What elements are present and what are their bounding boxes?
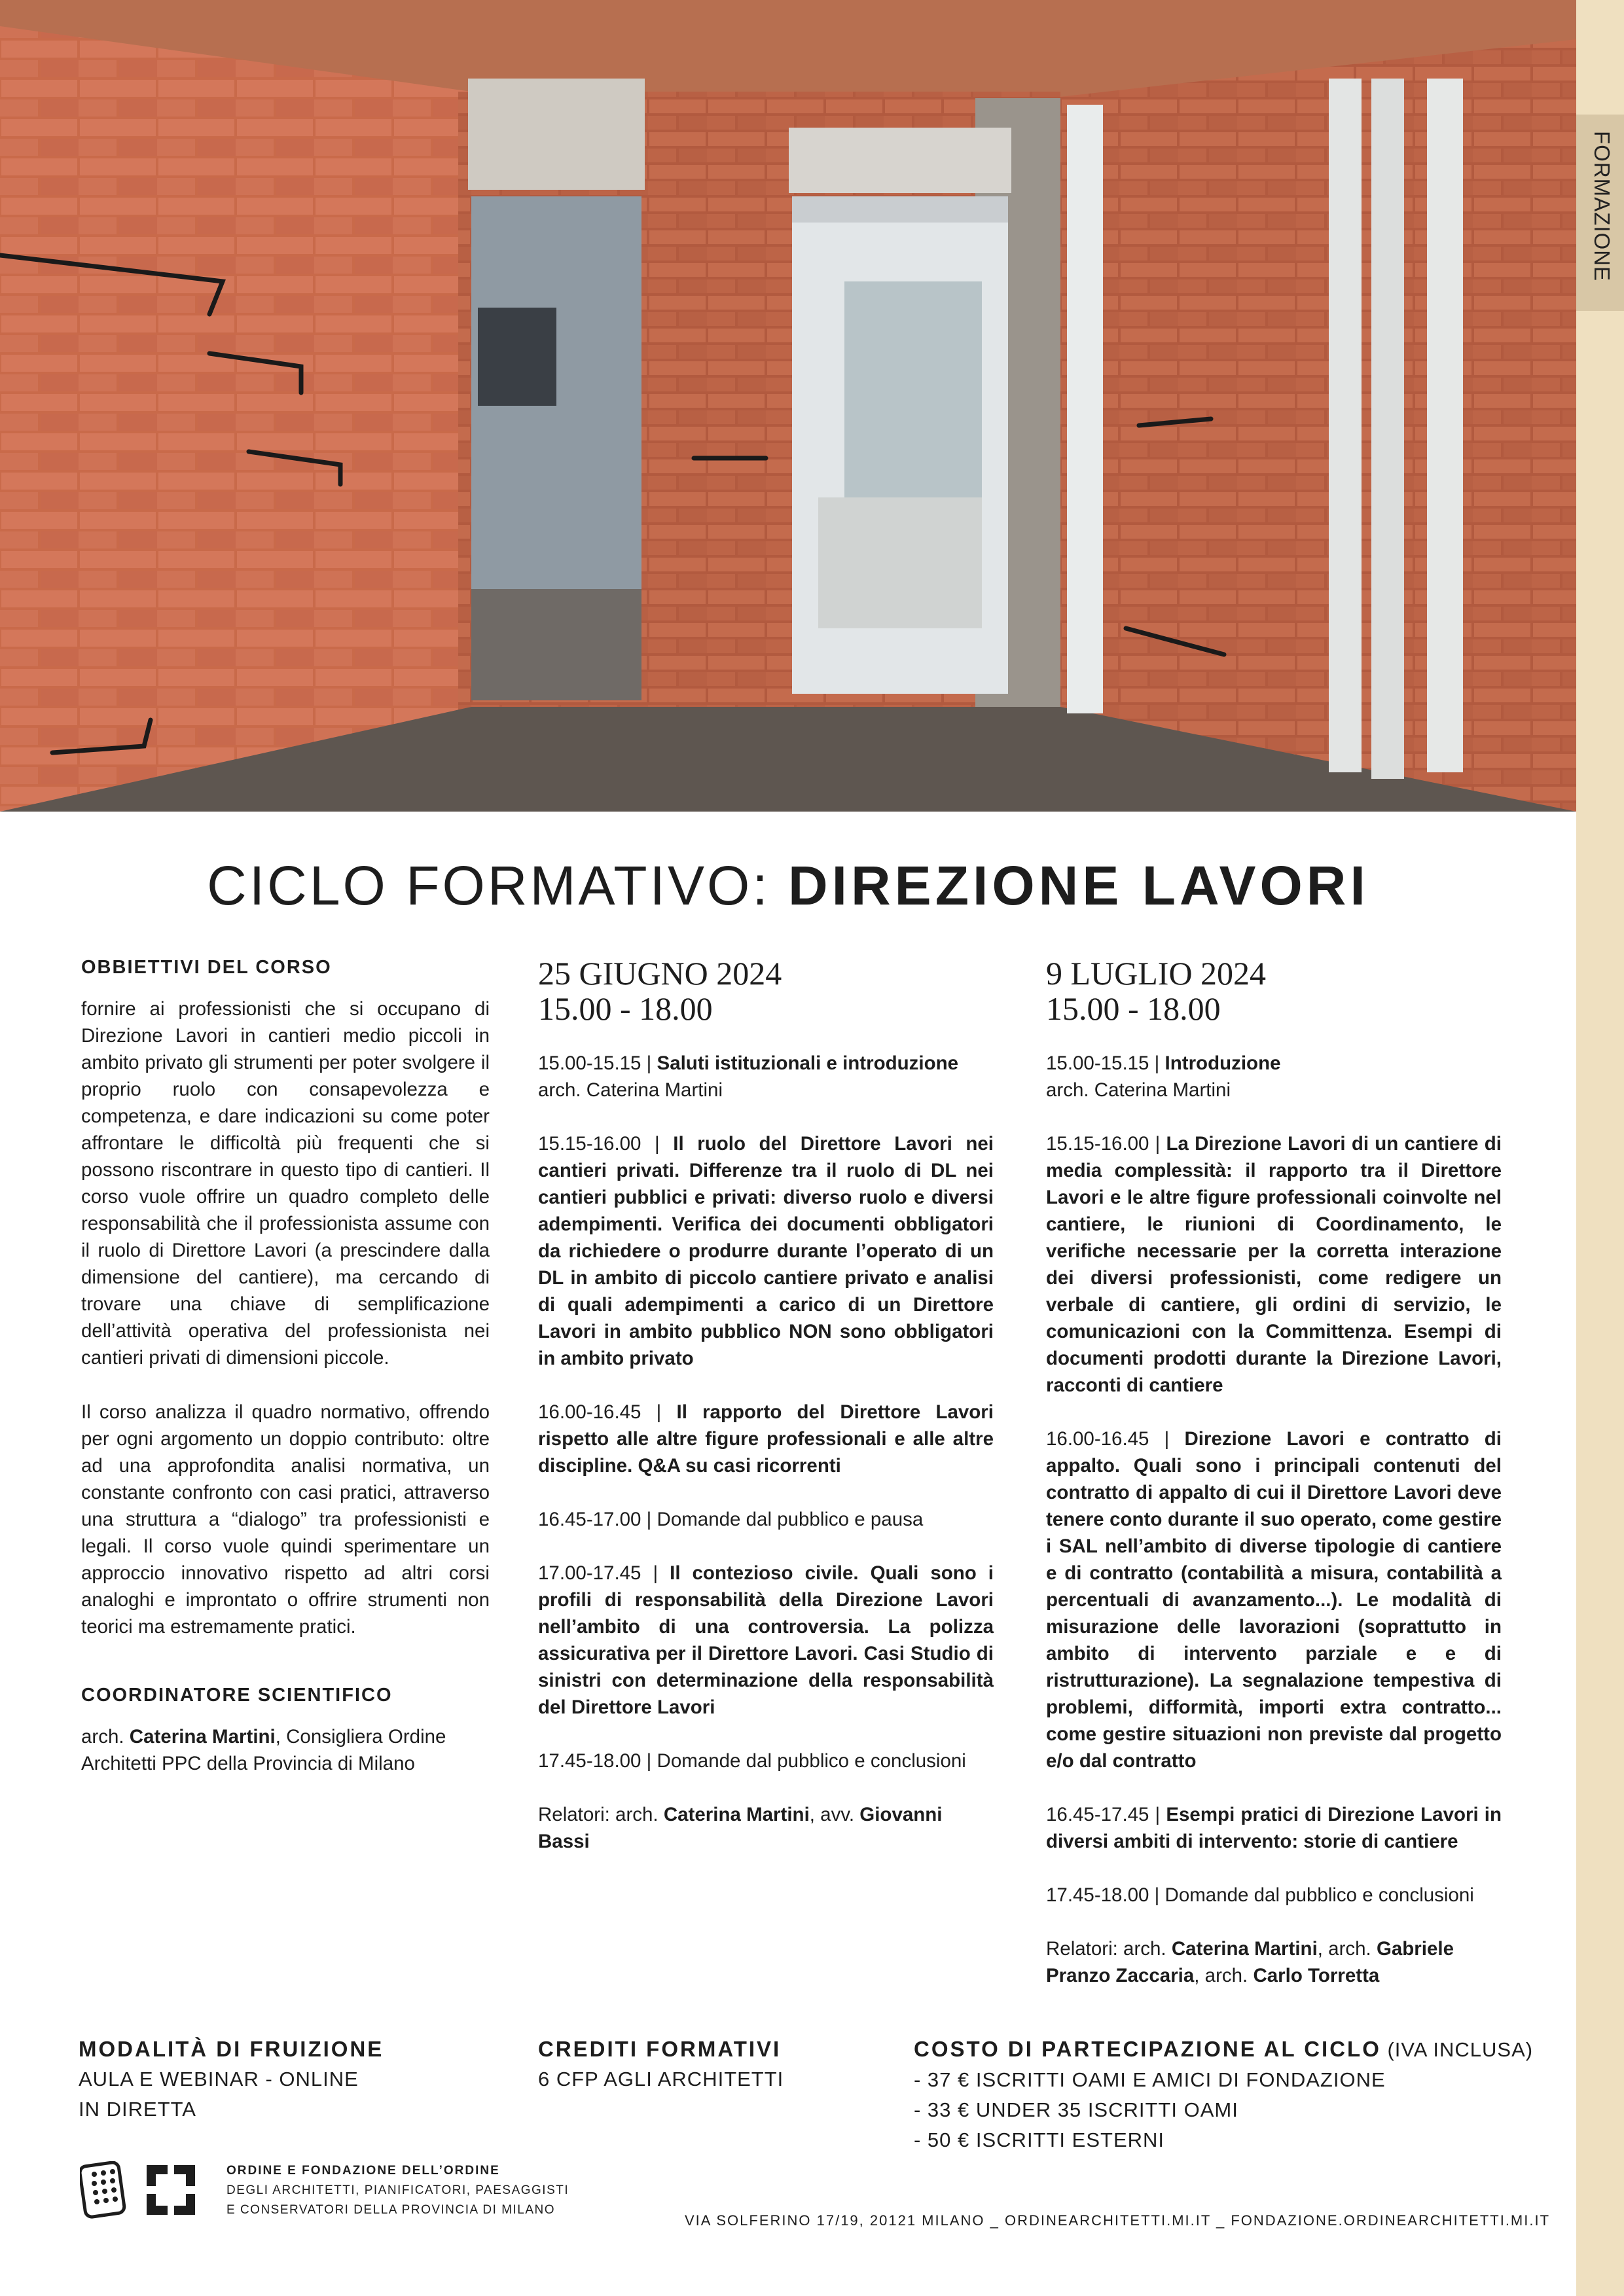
sidebar-band xyxy=(1576,0,1624,2296)
coordinator-name: Caterina Martini xyxy=(129,1726,276,1748)
fruizione-line-1: AULA E WEBINAR - ONLINE xyxy=(79,2068,359,2090)
day1-item-6: 17.45-18.00 | Domande dal pubblico e conclusioni xyxy=(538,1750,966,1772)
title-light: CICLO FORMATIVO: xyxy=(207,855,770,916)
objectives-paragraph-1: fornire ai professionisti che si occupano di Direzione Lavori in cantieri medio piccoli in ambito privato gli strumenti per poter svolgere il proprio ruolo con consapevolezza e competenza, e dare indicazioni su come poter affrontare le difficoltà più frequenti che si possono riscontrare in questo tipo di cantieri. Il corso vuole offrire un quadro completo delle responsabilità che il professionista assume con il ruolo di Direttore Lavori (a prescindere dalla dimensione del cantiere), ma cercando di trovare una chiave di semplificazione dell’attività operativa del professionista nei cantieri privati di dimensioni piccole. xyxy=(81,998,490,1369)
day1-time-text: 15.00 - 18.00 xyxy=(538,990,713,1027)
day2-item-5: 17.45-18.00 | Domande dal pubblico e conclusioni xyxy=(1046,1884,1474,1906)
fruizione-block xyxy=(79,2034,471,2125)
costo-heading: COSTO DI PARTECIPAZIONE AL CICLO xyxy=(914,2037,1381,2061)
objectives-column xyxy=(81,954,490,1777)
costo-line-3: - 50 € ISCRITTI ESTERNI xyxy=(914,2128,1165,2151)
day1-item-4: 16.45-17.00 | Domande dal pubblico e pausa xyxy=(538,1509,924,1530)
coordinator-role: , Consigliera Ordine Architetti PPC della Provincia di Milano xyxy=(81,1726,446,1774)
day1-item-5: 17.00-17.45 | Il contezioso civile. Quali sono i profili di responsabilità della Direzione Lavori nell’ambito di una controversia. La polizza assicurativa per il Direttore Lavori. Casi Studio di sinistri con determinazione della responsabilità del Direttore Lavori xyxy=(538,1562,994,1718)
day1-speakers: Relatori: arch. Caterina Martini, avv. Giovanni Bassi xyxy=(538,1804,943,1852)
costo-block xyxy=(914,2034,1568,2155)
header-photo xyxy=(0,0,1576,812)
fruizione-heading: MODALITÀ DI FRUIZIONE xyxy=(79,2037,384,2061)
footer-address: VIA SOLFERINO 17/19, 20121 MILANO _ ORDINEARCHITETTI.MI.IT _ FONDAZIONE.ORDINEARCHITETTI.MI.IT xyxy=(685,2212,1551,2229)
org-line-2: DEGLI ARCHITETTI, PIANIFICATORI, PAESAGGISTI xyxy=(226,2183,569,2197)
day1-date xyxy=(538,956,994,1026)
day1-item-2: 15.15-16.00 | Il ruolo del Direttore Lavori nei cantieri privati. Differenze tra il ruolo di DL nei cantieri pubblici e privati: diverso ruolo e diversi adempimenti. Verifica dei documenti obbligatori da richiedere o produrre durante l’operato di un DL in ambito di piccolo cantiere privato e analisi di quali adempimenti a carico di un Direttore Lavori in ambito pubblico NON sono obbligatori in ambito privato xyxy=(538,1133,994,1369)
page-title xyxy=(0,854,1576,918)
day2-date xyxy=(1046,956,1502,1026)
costo-note: (IVA INCLUSA) xyxy=(1380,2038,1534,2061)
coordinator-prefix: arch. xyxy=(81,1726,124,1748)
costo-line-1: - 37 € ISCRITTI OAMI E AMICI DI FONDAZIONE xyxy=(914,2068,1386,2091)
day2-date-text: 9 LUGLIO 2024 xyxy=(1046,955,1267,992)
day1-item-3: 16.00-16.45 | Il rapporto del Direttore Lavori rispetto alle altre figure professionali e alle altre discipline. Q&A su casi ricorrenti xyxy=(538,1401,994,1477)
day1-item-1: 15.00-15.15 | Saluti istituzionali e introduzione arch. Caterina Martini xyxy=(538,1052,959,1101)
fruizione-line-2: IN DIRETTA xyxy=(79,2098,196,2121)
day2-speakers: Relatori: arch. Caterina Martini, arch. Gabriele Pranzo Zaccaria, arch. Carlo Torretta xyxy=(1046,1938,1454,1986)
day2-item-1: 15.00-15.15 | Introduzione arch. Caterina Martini xyxy=(1046,1052,1281,1101)
costo-line-2: - 33 € UNDER 35 ISCRITTI OAMI xyxy=(914,2098,1238,2121)
construction-site-image xyxy=(0,0,1576,812)
organization-name xyxy=(226,2161,569,2220)
title-bold: DIREZIONE LAVORI xyxy=(788,855,1369,916)
fondazione-logo-icon xyxy=(141,2161,200,2219)
coordinator-heading: COORDINATORE SCIENTIFICO xyxy=(81,1685,393,1706)
crediti-line-1: 6 CFP AGLI ARCHITETTI xyxy=(538,2068,784,2090)
org-line-1: ORDINE E FONDAZIONE DELL’ORDINE xyxy=(226,2164,500,2178)
day1-column xyxy=(538,956,994,1882)
org-line-3: E CONSERVATORI DELLA PROVINCIA DI MILANO xyxy=(226,2203,556,2217)
objectives-heading: OBBIETTIVI DEL CORSO xyxy=(81,957,332,978)
day2-item-4: 16.45-17.45 | Esempi pratici di Direzione Lavori in diversi ambiti di intervento: storie di cantiere xyxy=(1046,1804,1502,1852)
section-label: FORMAZIONE xyxy=(1590,131,1614,281)
ordine-logo-icon xyxy=(80,2161,130,2219)
crediti-heading: CREDITI FORMATIVI xyxy=(538,2037,782,2061)
day2-time-text: 15.00 - 18.00 xyxy=(1046,990,1221,1027)
objectives-paragraph-2: Il corso analizza il quadro normativo, offrendo per ogni argomento un doppio contributo: oltre ad una approfondita analisi normativa, un constante confronto con casi pratici, attraverso una struttura a “dialogo” tra professionisti e legali. Il corso vuole quindi sperimentare un approccio innovativo rispetto ad altri corsi analoghi e improntato o offrire strumenti non teorici ma estremamente pratici. xyxy=(81,1401,490,1638)
crediti-block xyxy=(538,2034,931,2094)
day2-item-2: 15.15-16.00 | La Direzione Lavori di un cantiere di media complessità: il rapporto tra il Direttore Lavori e le altre figure professionali coinvolte nel cantiere, le riunioni di Coordinamento, le verifiche necessarie per la corretta interazione dei diversi professionisti, come redigere un verbale di cantiere, gli ordini di servizio, le comunicazioni con la Committenza. Esempi di documenti prodotti durante la Direzione Lavori, racconti di cantiere xyxy=(1046,1133,1502,1396)
day2-item-3: 16.00-16.45 | Direzione Lavori e contratto di appalto. Quali sono i principali contenuti del contratto di appalto di cui il Direttore Lavori deve tenere conto durante il suo operato, come gestire i SAL nell’ambito di diverse tipologie di cantiere e di contratto (contabilità a misura, contabilità a percentuali di avanzamento...). Le modalità di misurazione delle lavorazioni (soprattutto in ambito di intervento parziale e e di ristrutturazione). La segnalazione tempestiva di problemi, difformità, importi extra contratto... come gestire situazioni non previste dal progetto e/o dal contratto xyxy=(1046,1428,1502,1772)
coordinator-text xyxy=(81,1723,490,1777)
day2-column xyxy=(1046,956,1502,2016)
day1-date-text: 25 GIUGNO 2024 xyxy=(538,955,782,992)
